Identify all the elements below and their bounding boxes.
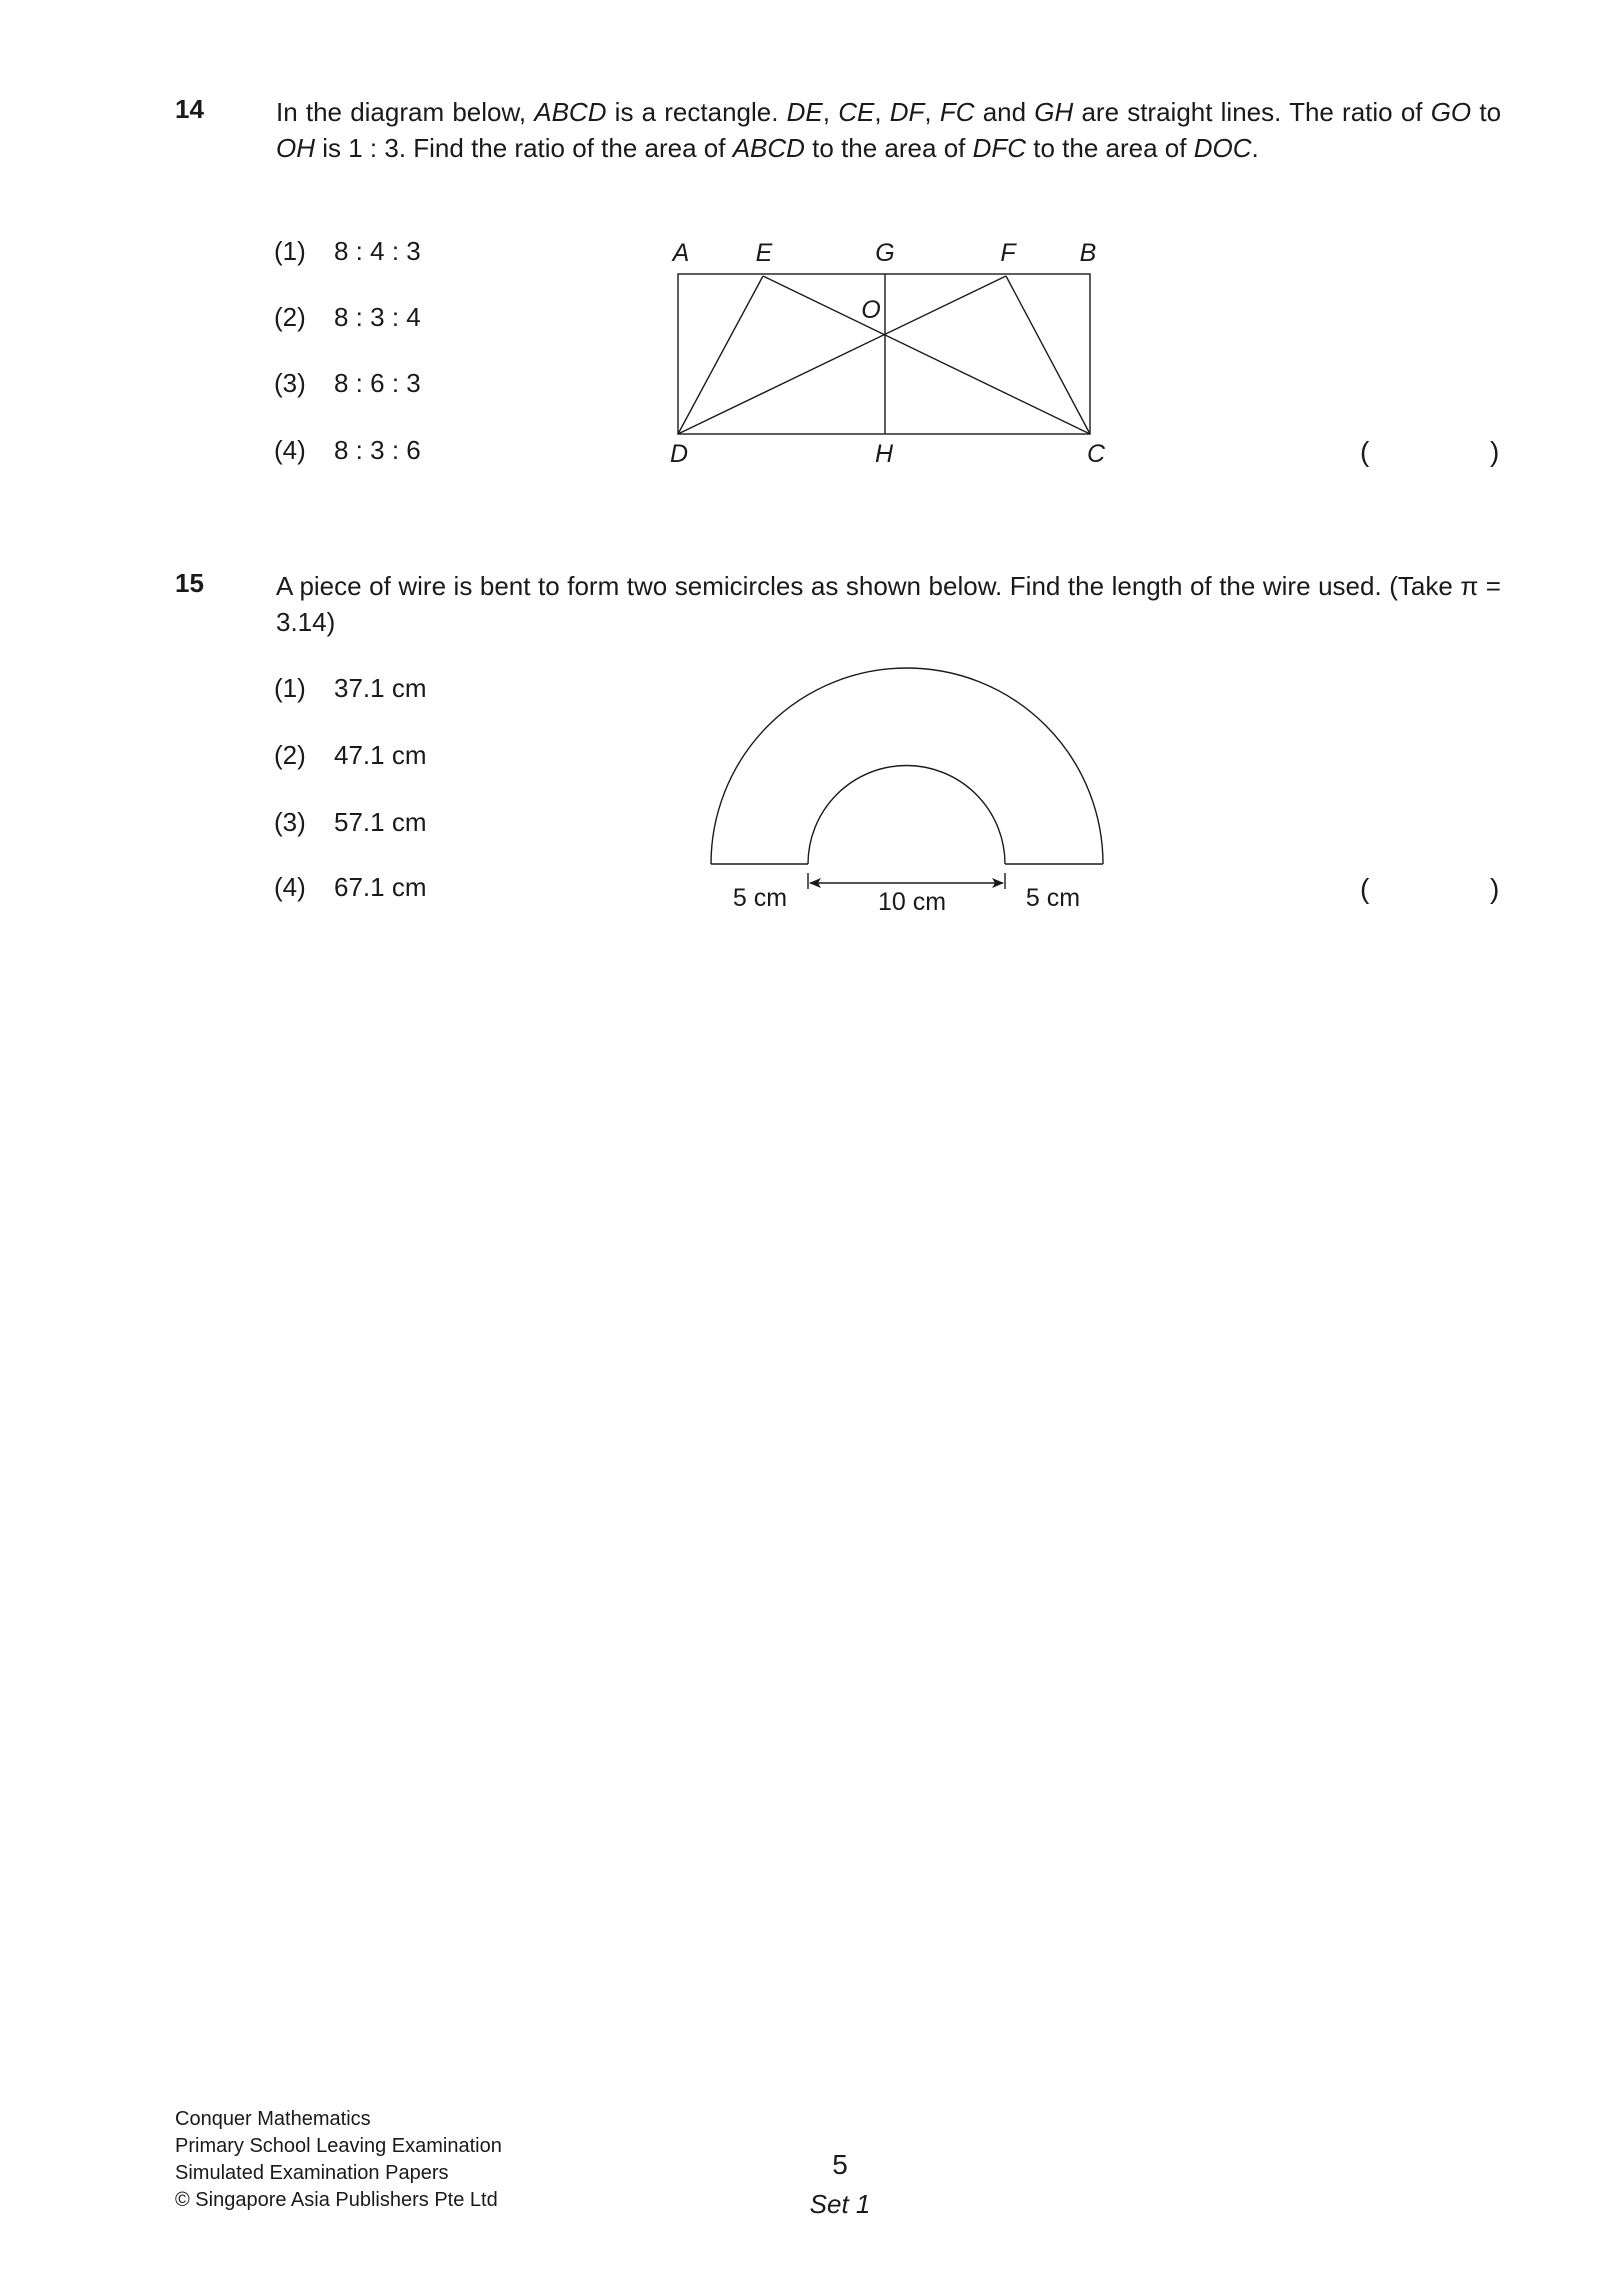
answer-bracket-close: ) xyxy=(1490,436,1500,467)
math-variable: ABCD xyxy=(732,133,805,163)
page-number: 5 xyxy=(832,2149,848,2180)
option-label: (3) xyxy=(274,807,306,837)
footer-line: Primary School Leaving Examination xyxy=(175,2135,502,2157)
footer-line: Simulated Examination Papers xyxy=(175,2162,449,2184)
label-E: E xyxy=(755,239,773,267)
question-text xyxy=(276,568,1501,640)
question-number: 14 xyxy=(175,94,204,124)
question-number: 15 xyxy=(175,568,204,598)
option-label: (4) xyxy=(274,435,306,465)
label-D: D xyxy=(669,440,689,468)
label-G: G xyxy=(875,239,895,267)
text-segment: to xyxy=(1471,97,1502,127)
answer-box[interactable] xyxy=(1378,432,1490,472)
label-left-width: 5 cm xyxy=(732,884,788,912)
math-variable: ABCD xyxy=(534,97,607,127)
text-segment: is a rectangle. xyxy=(606,97,787,127)
text-segment: In the diagram below, xyxy=(276,97,535,127)
text-segment: , xyxy=(924,97,940,127)
label-C: C xyxy=(1086,440,1106,468)
math-variable: GH xyxy=(1034,97,1074,127)
label-H: H xyxy=(874,440,894,468)
math-variable: GO xyxy=(1430,97,1472,127)
answer-bracket-open: ( xyxy=(1360,873,1370,904)
answer-box[interactable] xyxy=(1378,869,1490,909)
option-value: 67.1 cm xyxy=(334,872,427,902)
math-variable: DOC xyxy=(1193,133,1252,163)
text-segment: to the area of xyxy=(1026,133,1194,163)
footer-publication-info xyxy=(175,2106,502,2214)
answer-bracket-close: ) xyxy=(1490,873,1500,904)
text-segment: , xyxy=(822,97,839,127)
option-value: 37.1 cm xyxy=(334,673,427,703)
math-variable: FC xyxy=(939,97,975,127)
text-segment: and xyxy=(974,97,1035,127)
label-F: F xyxy=(1000,239,1016,267)
set-label: Set 1 xyxy=(809,2189,871,2219)
text-segment: . xyxy=(1251,133,1259,163)
label-B: B xyxy=(1079,239,1097,267)
text-segment: are straight lines. The ratio of xyxy=(1073,97,1431,127)
footer-line: © Singapore Asia Publishers Pte Ltd xyxy=(175,2189,498,2211)
answer-bracket-open: ( xyxy=(1360,436,1370,467)
option-value: 47.1 cm xyxy=(334,740,427,770)
math-variable: DE xyxy=(786,97,823,127)
label-right-width: 5 cm xyxy=(1025,884,1081,912)
math-variable: CE xyxy=(838,97,875,127)
option-value: 57.1 cm xyxy=(334,807,427,837)
option-value: 8 : 3 : 4 xyxy=(334,302,421,332)
option-value: 8 : 6 : 3 xyxy=(334,368,421,398)
option-label: (2) xyxy=(274,302,306,332)
option-label: (4) xyxy=(274,872,306,902)
option-label: (3) xyxy=(274,368,306,398)
option-label: (1) xyxy=(274,236,306,266)
math-variable: DF xyxy=(889,97,925,127)
text-segment: is 1 : 3. Find the ratio of the area of xyxy=(315,133,733,163)
option-value: 8 : 4 : 3 xyxy=(334,236,421,266)
label-A: A xyxy=(672,239,690,267)
option-value: 8 : 3 : 6 xyxy=(334,435,421,465)
option-label: (2) xyxy=(274,740,306,770)
text-segment: to the area of xyxy=(804,133,973,163)
label-O: O xyxy=(861,296,881,324)
math-variable: OH xyxy=(276,133,315,163)
rectangle-diagram xyxy=(0,0,1608,500)
text-segment: A piece of wire is bent to form two semicircles as shown below. Find the length of the wire used. (Take π = 3.14) xyxy=(276,571,1501,637)
math-variable: DFC xyxy=(972,133,1027,163)
text-segment: , xyxy=(874,97,890,127)
label-inner-diameter: 10 cm xyxy=(877,888,947,916)
option-label: (1) xyxy=(274,673,306,703)
footer-line: Conquer Mathematics xyxy=(175,2108,371,2130)
